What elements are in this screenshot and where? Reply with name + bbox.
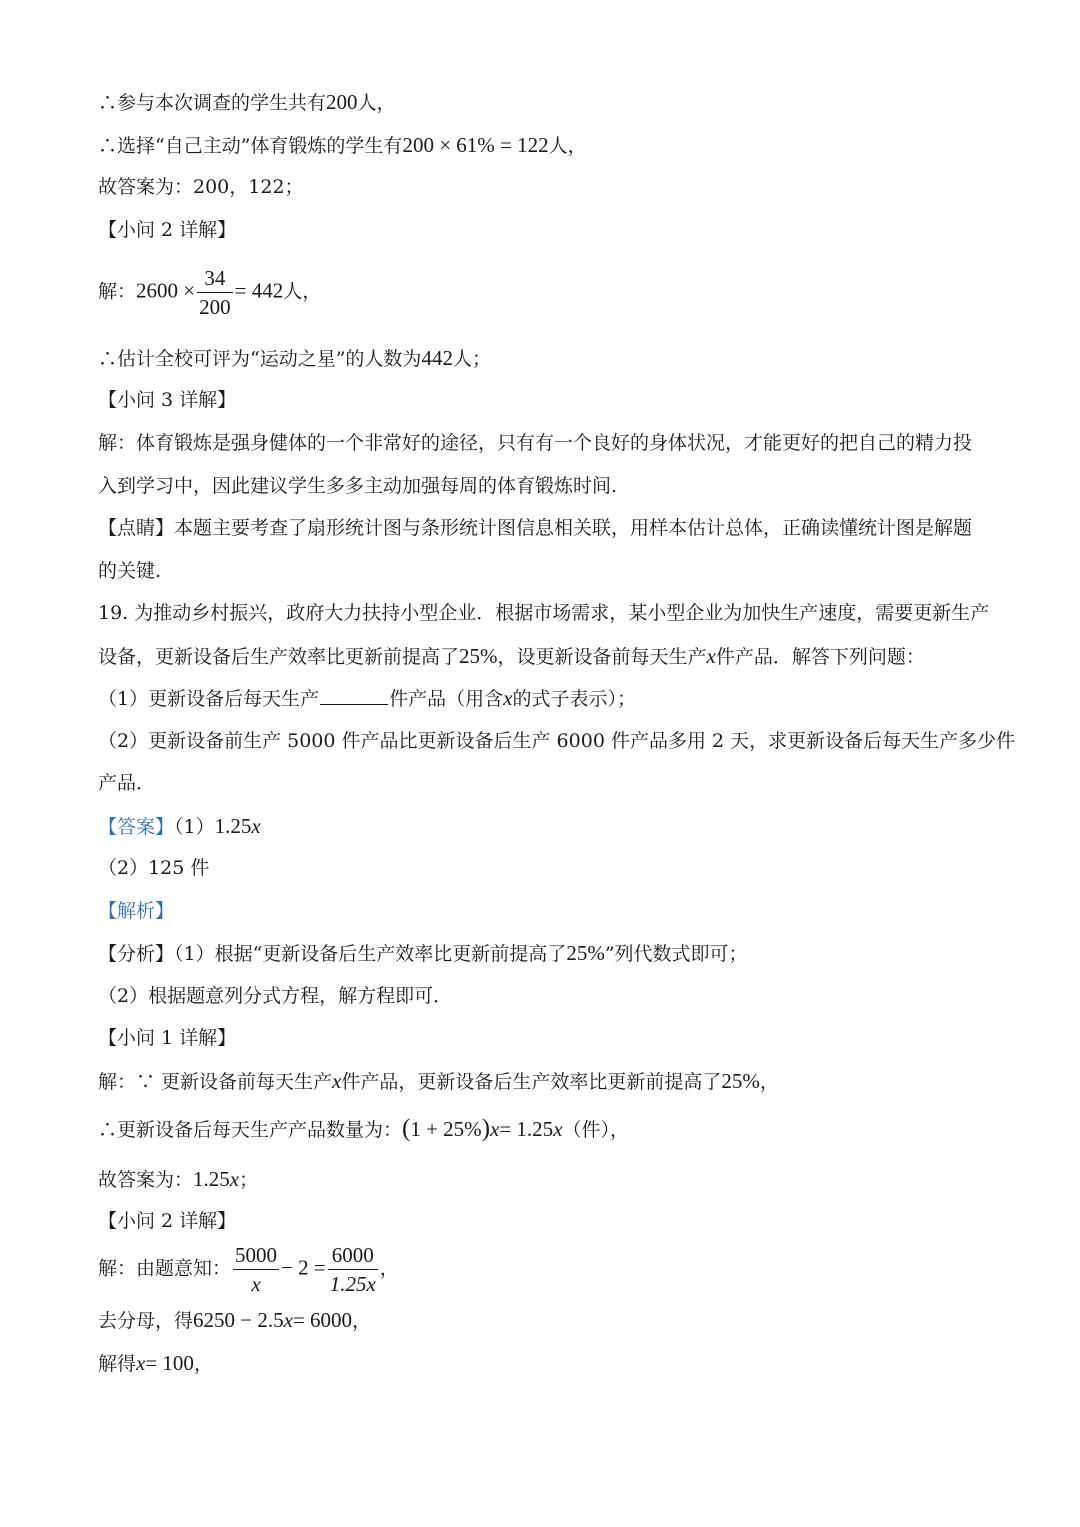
answer-line-1: 【答案】（1）1.25x [98, 814, 261, 838]
line-answer-part1: 故答案为：200，122； [98, 176, 304, 198]
question-19-part-1: （1）更新设备后每天生产 件产品（用含x的式子表示）； [98, 686, 636, 710]
line-comment-1: 【点睛】本题主要考查了扇形统计图与条形统计图信息相关联，用样本估计总体，正确读懂统计图是解题 [98, 517, 973, 539]
answer-blank [320, 686, 388, 705]
line-estimate-formula: 解：2600 × $\frac{34}{200}$ = 442人， [98, 266, 322, 319]
heading-subquestion-3: 【小问 3 详解】 [98, 389, 237, 411]
line-suggestion-1: 解：体育锻炼是强身健体的一个非常好的途径，只有有一个良好的身体状况，才能更好的把自己的精力投 [98, 432, 973, 454]
line-clear-denominator: 去分母，得6250 − 2.5x= 6000， [98, 1308, 372, 1332]
question-19-part-2-line-1: （2）更新设备前生产 5000 件产品比更新设备后生产 6000 件产品多用 2 天，求更新设备后每天生产多少件 [98, 730, 1016, 752]
heading-subquestion-2-b: 【小问 2 详解】 [98, 1210, 237, 1232]
line-self-active-count: ∴选择“自己主动”体育锻炼的学生有200 × 61% = 122人， [98, 133, 587, 157]
fraction: $\frac{34}{200}$ [199, 266, 231, 319]
line-equation: 解：由题意知： $\frac{5000}{x}$ − 2 = $\frac{6000}{1.25x}$ ， [98, 1243, 399, 1296]
heading-subquestion-1: 【小问 1 详解】 [98, 1027, 237, 1049]
line-suggestion-2: 入到学习中，因此建议学生多多主动加强每周的体育锻炼时间. [98, 475, 618, 497]
line-solution-1-2: ∴更新设备后每天生产产品数量为：(1 + 25%)x= 1.25x（件）， [98, 1115, 630, 1142]
line-solution-1-1: 解：∵ 更新设备前每天生产x件产品，更新设备后生产效率比更新前提高了25%， [98, 1069, 779, 1093]
line-answer-part1-solution: 故答案为：1.25x； [98, 1167, 259, 1191]
fraction-left: $\frac{5000}{x}$ [235, 1243, 278, 1296]
answer-label: 【答案】 [98, 816, 175, 838]
analysis-label-line [98, 897, 174, 925]
line-comment-2: 的关键. [98, 560, 162, 582]
line-estimate-result: ∴估计全校可评为“运动之星”的人数为442人； [98, 346, 491, 370]
line-survey-total: ∴参与本次调查的学生共有200人， [98, 90, 396, 114]
heading-subquestion-2: 【小问 2 详解】 [98, 219, 237, 241]
line-analysis-2: （2）根据题意列分式方程，解方程即可． [98, 985, 453, 1007]
question-19-line-1: 19. 为推动乡村振兴，政府大力扶持小型企业．根据市场需求，某小型企业为加快生产速度，需要更新生产 [98, 602, 990, 624]
question-19-part-2-line-2: 产品． [98, 772, 156, 794]
line-analysis-1: 【分析】（1）根据“更新设备后生产效率比更新前提高了25%”列代数式即可； [98, 941, 748, 965]
answer-line-2: （2）125 件 [98, 857, 210, 879]
line-solve-result: 解得x= 100， [98, 1351, 213, 1375]
fraction-right: $\frac{6000}{1.25x}$ [329, 1243, 376, 1296]
analysis-label: 【解析】 [98, 900, 175, 922]
question-19-line-2: 设备，更新设备后生产效率比更新前提高了25%，设更新设备前每天生产x件产品．解答下列问题： [98, 644, 925, 668]
